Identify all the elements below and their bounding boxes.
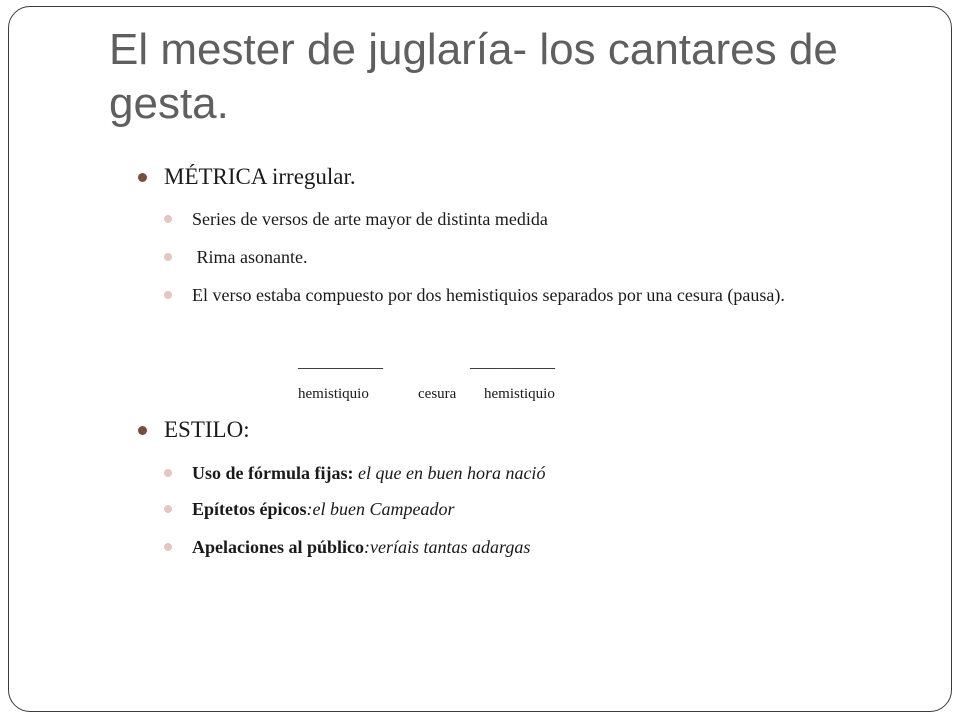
bullet-dot-icon	[164, 543, 172, 551]
bullet-dot-icon	[164, 215, 172, 223]
label-hemistiquio-1: hemistiquio	[298, 386, 369, 402]
bullet-dot-icon	[138, 173, 147, 182]
bullet-dot-icon	[138, 426, 147, 435]
sub-bullet-text	[192, 495, 892, 523]
bullet-dot-icon	[164, 505, 172, 513]
hemistich-line-2: __________	[470, 352, 555, 371]
sub-bullet-text: Series de versos de arte mayor de distinta medida	[192, 209, 548, 229]
hemistich-line-1: __________	[298, 352, 383, 371]
sub-bullet-text: El verso estaba compuesto por dos hemistiquios separados por una cesura (pausa).	[192, 285, 785, 305]
slide-title: El mester de juglaría- los cantares de gesta.	[109, 25, 838, 128]
example-italic: :el buen Campeador	[306, 499, 455, 519]
sub-bullet-text: Rima asonante.	[192, 247, 308, 267]
label-hemistiquio-2: hemistiquio	[484, 386, 555, 402]
sub-bullet-text	[192, 533, 892, 561]
bullet-dot-icon	[164, 253, 172, 261]
section-heading: MÉTRICA irregular.	[164, 164, 356, 189]
term-bold: Epítetos épicos	[192, 499, 307, 519]
example-italic: el que en buen hora nació	[353, 463, 546, 483]
term-bold: Uso de fórmula fijas:	[192, 463, 354, 483]
label-cesura: cesura	[418, 386, 457, 402]
bullet-dot-icon	[164, 291, 172, 299]
section-heading: ESTILO:	[164, 417, 250, 442]
bullet-dot-icon	[164, 469, 172, 477]
sub-bullet-text	[192, 459, 892, 487]
example-italic: :veríais tantas adargas	[364, 537, 531, 557]
term-bold: Apelaciones al público	[192, 537, 365, 557]
